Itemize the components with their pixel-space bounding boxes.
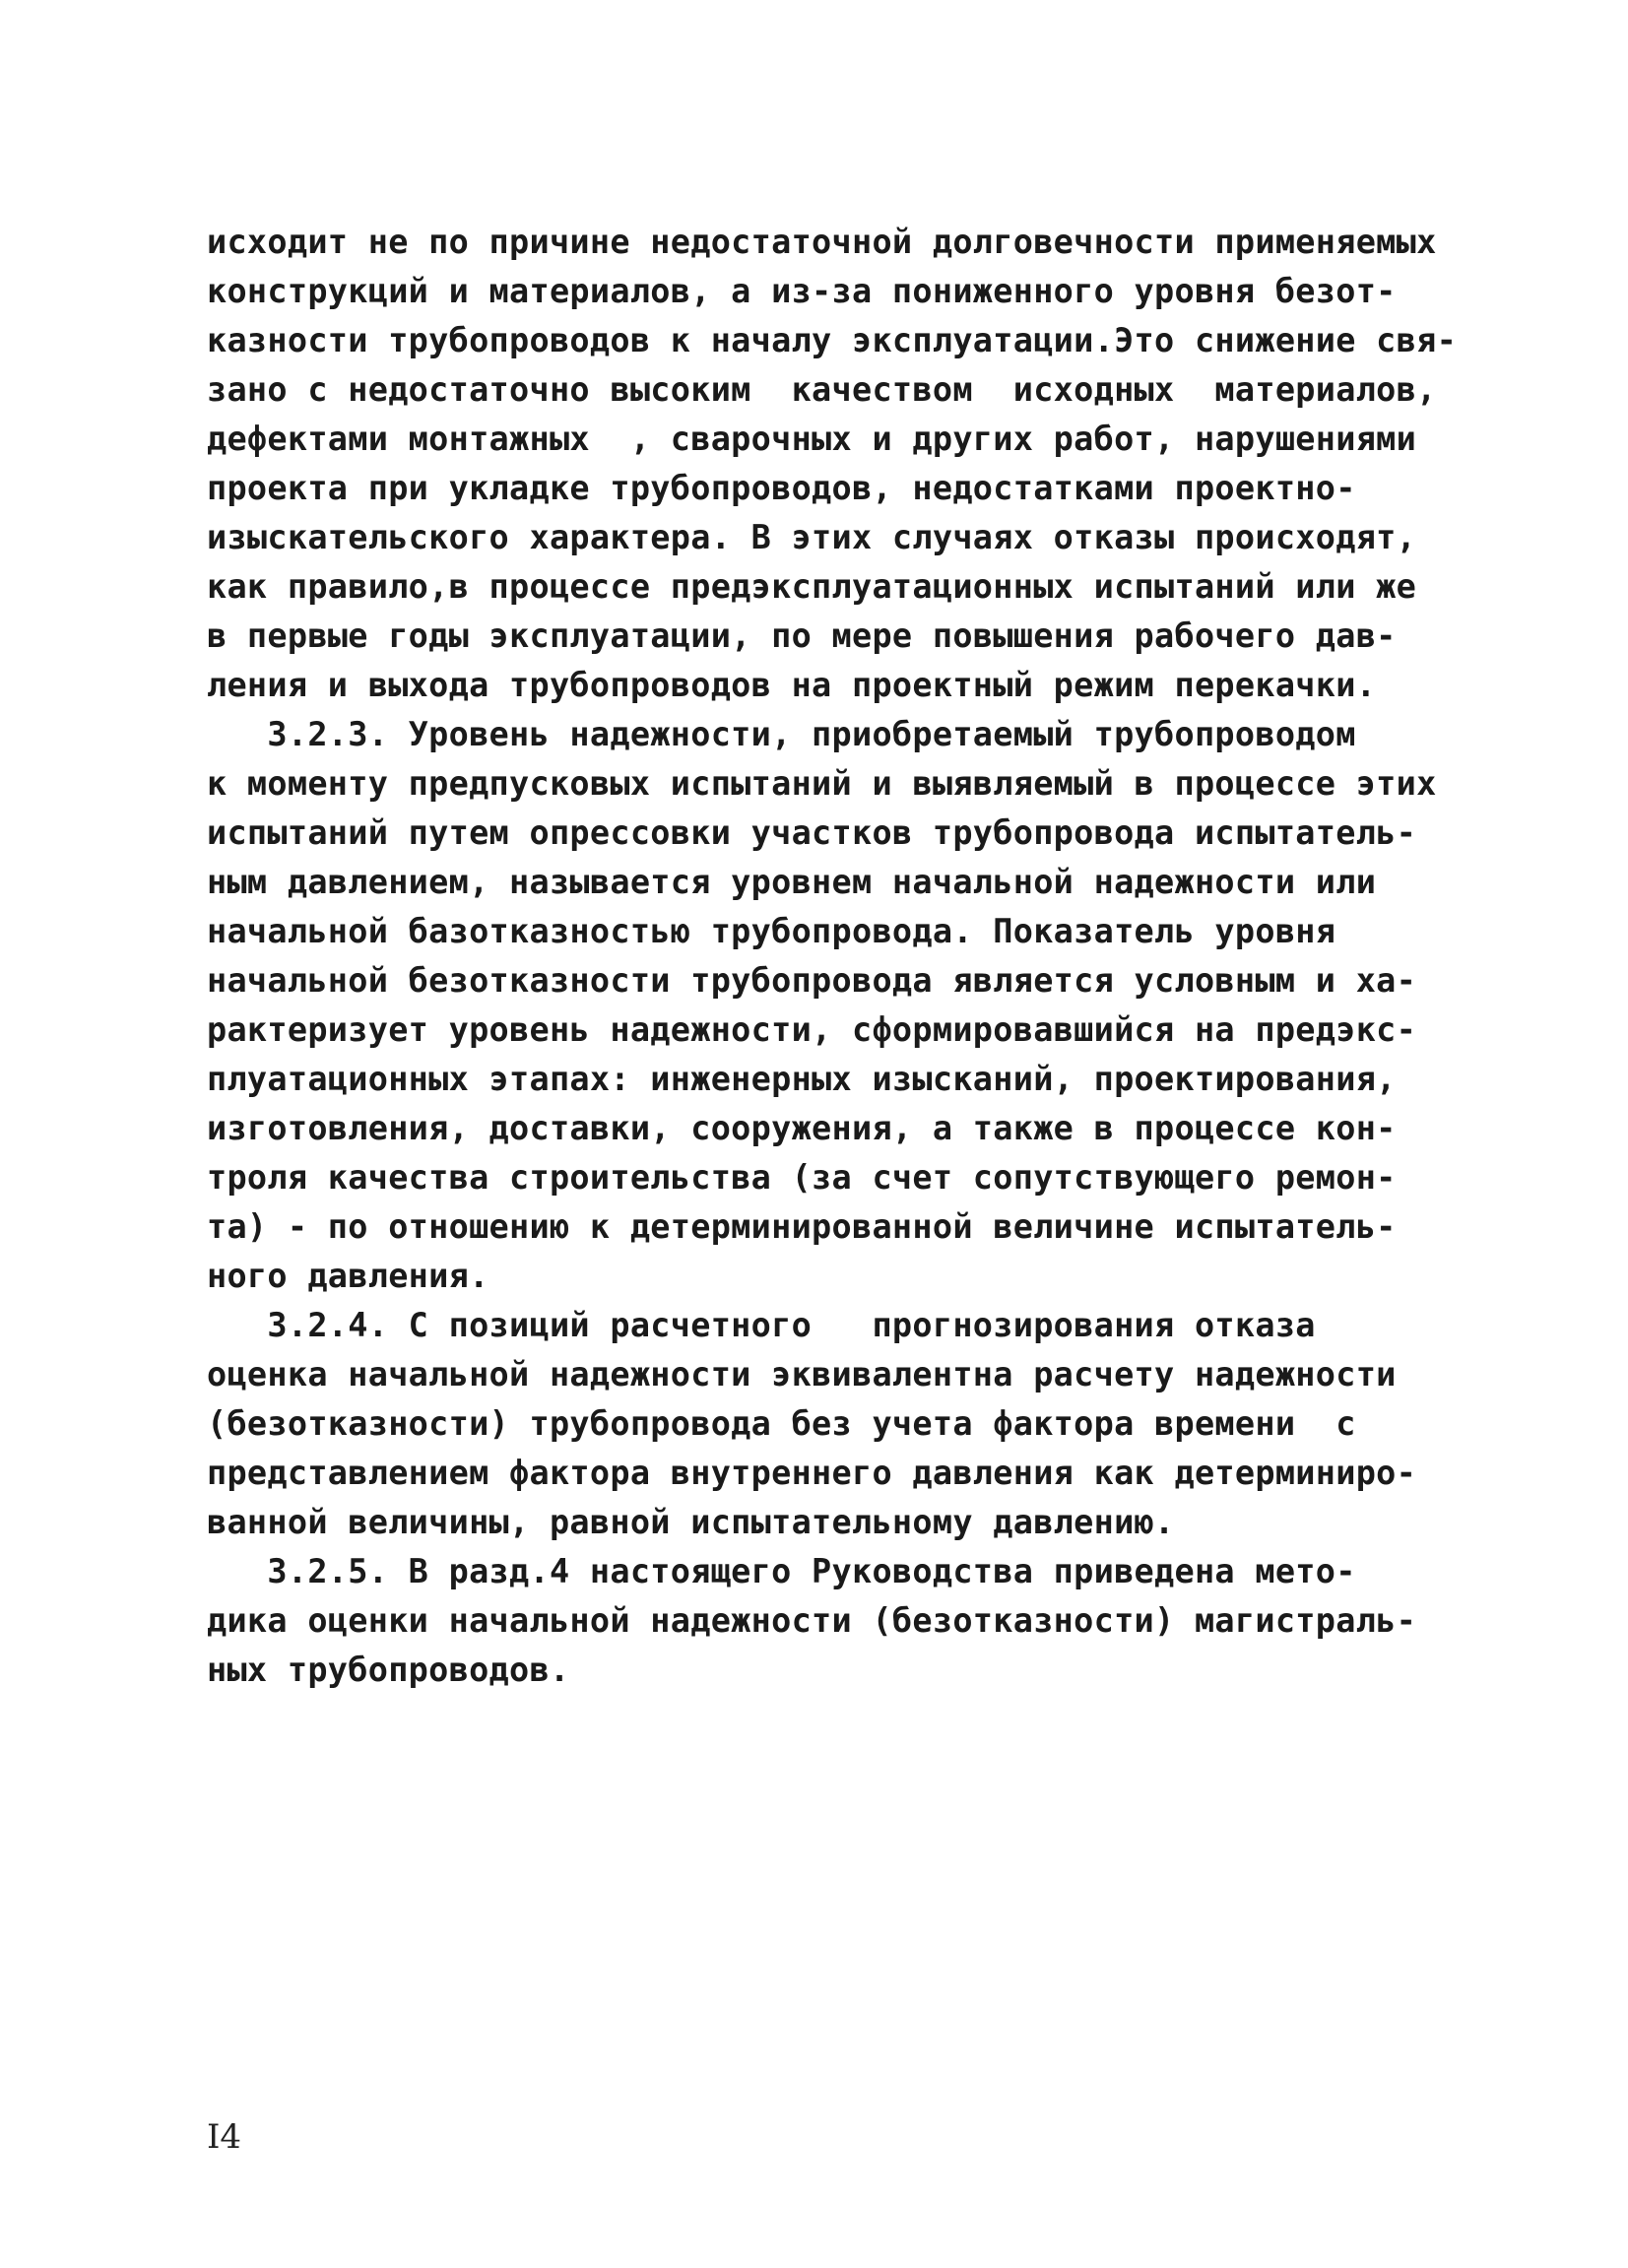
text-line: начальной базотказностью трубопровода. Показатель уровня <box>207 912 1336 950</box>
text-line: троля качества строительства (за счет сопутствующего ремон- <box>207 1158 1397 1197</box>
text-line: (безотказности) трубопровода без учета фактора времени с <box>207 1404 1356 1443</box>
text-line: рактеризует уровень надежности, сформировавшийся на предэкс- <box>207 1010 1417 1049</box>
text-line: ного давления. <box>207 1257 489 1295</box>
text-line: зано с недостаточно высоким качеством исходных материалов, <box>207 370 1437 409</box>
text-line: оценка начальной надежности эквивалентна расчету надежности <box>207 1355 1397 1393</box>
text-line: испытаний путем опрессовки участков трубопровода испытатель- <box>207 813 1417 852</box>
text-line: представлением фактора внутреннего давления как детерминиро- <box>207 1454 1417 1492</box>
text-line: начальной безотказности трубопровода является условным и ха- <box>207 961 1417 1000</box>
text-line: конструкций и материалов, а из-за пониженного уровня безот- <box>207 272 1397 310</box>
text-line: плуатационных этапах: инженерных изысканий, проектирования, <box>207 1060 1397 1098</box>
text-line: ванной величины, равной испытательному давлению. <box>207 1503 1175 1541</box>
page-number: I4 <box>207 2117 242 2157</box>
text-line: ным давлением, называется уровнем начальной надежности или <box>207 863 1377 901</box>
text-line: дефектами монтажных , сварочных и других работ, нарушениями <box>207 420 1417 458</box>
text-line: исходит не по причине недостаточной долговечности применяемых <box>207 223 1437 261</box>
text-line: в первые годы эксплуатации, по мере повышения рабочего дав- <box>207 616 1397 655</box>
text-line: ных трубопроводов. <box>207 1651 570 1689</box>
text-line: ления и выхода трубопроводов на проектный режим перекачки. <box>207 666 1377 704</box>
text-line: та) - по отношению к детерминированной величине испытатель- <box>207 1207 1397 1246</box>
text-line: как правило,в процессе предэксплуатационных испытаний или же <box>207 567 1417 606</box>
text-line: изготовления, доставки, сооружения, а также в процессе кон- <box>207 1109 1397 1147</box>
text-line: казности трубопроводов к началу эксплуатации.Это снижение свя- <box>207 321 1458 359</box>
text-line: дика оценки начальной надежности (безотказности) магистраль- <box>207 1601 1417 1640</box>
paragraph-start: 3.2.5. В разд.4 настоящего Руководства приведена мето- <box>207 1552 1356 1590</box>
text-line: изыскательского характера. В этих случаях отказы происходят, <box>207 518 1417 556</box>
paragraph-start: 3.2.4. С позиций расчетного прогнозирования отказа <box>207 1306 1316 1344</box>
text-line: к моменту предпусковых испытаний и выявляемый в процессе этих <box>207 764 1437 803</box>
text-line: проекта при укладке трубопроводов, недостатками проектно- <box>207 469 1356 507</box>
paragraph-start: 3.2.3. Уровень надежности, приобретаемый трубопроводом <box>207 715 1356 753</box>
